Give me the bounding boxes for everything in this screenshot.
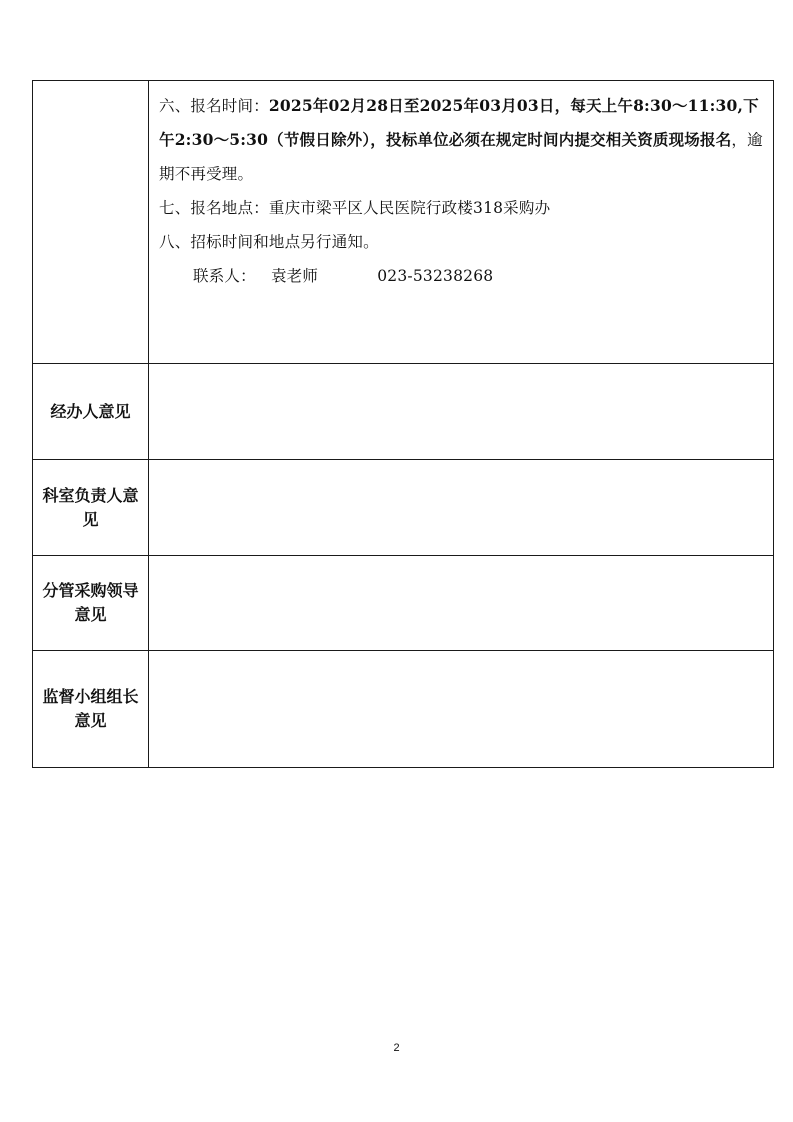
contact-name: 袁老师 [270, 267, 319, 285]
dept-head-opinion-label: 科室负责人意见 [42, 485, 139, 529]
leader-opinion-row [33, 555, 773, 650]
handler-opinion-row [33, 363, 773, 459]
dept-head-opinion-row [33, 459, 773, 555]
contact-line [159, 259, 763, 293]
notice-label-cell [33, 81, 148, 363]
leader-opinion-label: 分管采购领导意见 [42, 581, 139, 624]
contact-phone: 023-53238268 [377, 267, 494, 285]
supervisor-opinion-label: 监督小组组长意见 [42, 687, 139, 730]
dept-head-opinion-field [149, 460, 773, 555]
approval-form-table [32, 80, 774, 768]
handler-opinion-field [149, 364, 773, 459]
tender-notice-text [149, 81, 773, 293]
notice-row [33, 81, 773, 363]
supervisor-opinion-row [33, 650, 773, 767]
page-number: 2 [393, 1042, 400, 1054]
supervisor-opinion-field [149, 651, 773, 767]
registration-time-item: 六、报名时间：2025年02月28日至2025年03月03日，每天上午8:30～11:30,下午2:30～5:30（节假日除外），投标单位必须在规定时间内提交相关资质现场报名，逾期不再受理。 [159, 96, 763, 183]
leader-opinion-field [149, 556, 773, 650]
notice-content-cell [149, 81, 773, 363]
handler-opinion-label: 经办人意见 [50, 401, 131, 421]
contact-label: 联系人： [193, 267, 256, 285]
tender-time-item: 八、招标时间和地点另行通知。 [159, 233, 379, 251]
registration-location-item: 七、报名地点：重庆市梁平区人民医院行政楼318采购办 [159, 199, 551, 217]
